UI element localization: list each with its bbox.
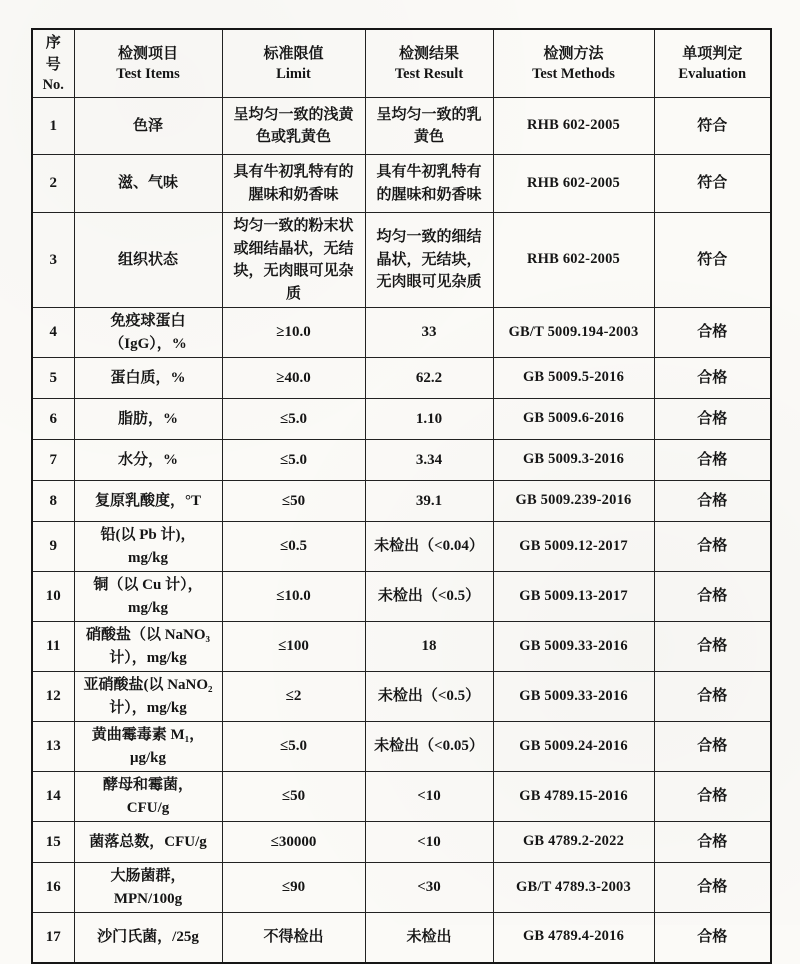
cell-limit: ≤5.0 [222, 399, 365, 440]
cell-limit: ≤2 [222, 672, 365, 722]
cell-limit: ≤90 [222, 863, 365, 913]
cell-result: 39.1 [365, 481, 493, 522]
cell-item: 免疫球蛋白（IgG），% [74, 308, 222, 358]
cell-item: 铜（以 Cu 计），mg/kg [74, 572, 222, 622]
cell-method: GB 4789.15-2016 [493, 772, 654, 822]
cell-no: 10 [32, 572, 74, 622]
cell-evaluation: 符合 [654, 98, 771, 155]
cell-limit: ≤30000 [222, 822, 365, 863]
cell-method: GB 5009.33-2016 [493, 622, 654, 672]
cell-result: 未检出（<0.05） [365, 722, 493, 772]
cell-limit: ≤5.0 [222, 440, 365, 481]
cell-result: 未检出 [365, 913, 493, 963]
cell-evaluation: 合格 [654, 481, 771, 522]
column-header-method [493, 29, 654, 98]
cell-item: 色泽 [74, 98, 222, 155]
cell-evaluation: 合格 [654, 913, 771, 963]
cell-method: GB 5009.5-2016 [493, 358, 654, 399]
cell-result: 未检出（<0.04） [365, 522, 493, 572]
cell-no: 11 [32, 622, 74, 672]
cell-method: RHB 602-2005 [493, 155, 654, 213]
cell-item: 菌落总数，CFU/g [74, 822, 222, 863]
cell-result: 未检出（<0.5） [365, 672, 493, 722]
cell-limit: ≤100 [222, 622, 365, 672]
cell-item: 脂肪，% [74, 399, 222, 440]
cell-method: GB 5009.239-2016 [493, 481, 654, 522]
column-header-zh-label: 检测结果 [398, 44, 459, 62]
cell-method: GB 5009.6-2016 [493, 399, 654, 440]
cell-method: GB/T 5009.194-2003 [493, 308, 654, 358]
table-row [32, 155, 771, 213]
cell-limit: ≥40.0 [222, 358, 365, 399]
column-header-en-label: Evaluation [678, 65, 747, 82]
cell-limit: ≤10.0 [222, 572, 365, 622]
table-row [32, 822, 771, 863]
table-row [32, 481, 771, 522]
table-row [32, 772, 771, 822]
cell-no: 5 [32, 358, 74, 399]
column-header-item [74, 29, 222, 98]
cell-item: 大肠菌群，MPN/100g [74, 863, 222, 913]
cell-result: 呈均匀一致的乳黄色 [365, 98, 493, 155]
cell-no: 2 [32, 155, 74, 213]
cell-method: GB 5009.24-2016 [493, 722, 654, 772]
table-row [32, 572, 771, 622]
cell-result: 未检出（<0.5） [365, 572, 493, 622]
cell-result: 18 [365, 622, 493, 672]
cell-item: 亚硝酸盐(以 NaNO₂ 计），mg/kg [74, 672, 222, 722]
table-row [32, 863, 771, 913]
cell-limit: 均匀一致的粉末状或细结晶状，无结块，无肉眼可见杂质 [222, 213, 365, 308]
cell-result: 3.34 [365, 440, 493, 481]
table-row [32, 440, 771, 481]
cell-no: 15 [32, 822, 74, 863]
cell-method: GB/T 4789.3-2003 [493, 863, 654, 913]
column-header-zh-label: 序号 [45, 34, 61, 73]
column-header-en-label: No. [42, 76, 64, 93]
cell-limit: ≤5.0 [222, 722, 365, 772]
cell-method: GB 5009.3-2016 [493, 440, 654, 481]
cell-item: 组织状态 [74, 213, 222, 308]
cell-evaluation: 合格 [654, 822, 771, 863]
column-header-zh-label: 单项判定 [682, 44, 743, 62]
cell-result: <30 [365, 863, 493, 913]
column-header-limit [222, 29, 365, 98]
cell-result: 均匀一致的细结晶状，无结块，无肉眼可见杂质 [365, 213, 493, 308]
cell-evaluation: 合格 [654, 772, 771, 822]
table-row [32, 358, 771, 399]
cell-no: 3 [32, 213, 74, 308]
cell-evaluation: 合格 [654, 622, 771, 672]
column-header-en-label: Limit [276, 65, 311, 82]
cell-no: 4 [32, 308, 74, 358]
cell-item: 沙门氏菌，/25g [74, 913, 222, 963]
cell-limit: ≤50 [222, 772, 365, 822]
table-row [32, 98, 771, 155]
cell-no: 16 [32, 863, 74, 913]
cell-limit: 具有牛初乳特有的腥味和奶香味 [222, 155, 365, 213]
column-header-evaluation [654, 29, 771, 98]
column-header-no [32, 29, 74, 98]
cell-method: GB 4789.4-2016 [493, 913, 654, 963]
cell-evaluation: 合格 [654, 358, 771, 399]
cell-method: RHB 602-2005 [493, 213, 654, 308]
cell-evaluation: 符合 [654, 155, 771, 213]
cell-result: 1.10 [365, 399, 493, 440]
cell-no: 9 [32, 522, 74, 572]
cell-result: <10 [365, 822, 493, 863]
table-row [32, 522, 771, 572]
column-header-result [365, 29, 493, 98]
cell-item: 蛋白质，% [74, 358, 222, 399]
cell-method: GB 5009.12-2017 [493, 522, 654, 572]
cell-method: GB 5009.33-2016 [493, 672, 654, 722]
cell-limit: 不得检出 [222, 913, 365, 963]
test-results-table [31, 28, 772, 964]
cell-no: 13 [32, 722, 74, 772]
cell-item: 滋、气味 [74, 155, 222, 213]
cell-result: 62.2 [365, 358, 493, 399]
cell-result: <10 [365, 772, 493, 822]
cell-result: 33 [365, 308, 493, 358]
cell-evaluation: 符合 [654, 213, 771, 308]
cell-evaluation: 合格 [654, 308, 771, 358]
cell-limit: ≥10.0 [222, 308, 365, 358]
column-header-en-label: Test Result [394, 65, 464, 82]
cell-no: 14 [32, 772, 74, 822]
cell-evaluation: 合格 [654, 440, 771, 481]
cell-evaluation: 合格 [654, 672, 771, 722]
table-row [32, 399, 771, 440]
cell-method: GB 5009.13-2017 [493, 572, 654, 622]
header-row [32, 29, 771, 98]
cell-no: 17 [32, 913, 74, 963]
cell-method: RHB 602-2005 [493, 98, 654, 155]
cell-item: 硝酸盐（以 NaNO₃ 计），mg/kg [74, 622, 222, 672]
cell-no: 12 [32, 672, 74, 722]
cell-item: 酵母和霉菌，CFU/g [74, 772, 222, 822]
column-header-zh-label: 检测项目 [117, 44, 178, 62]
table-row [32, 308, 771, 358]
column-header-zh-label: 检测方法 [543, 44, 604, 62]
cell-method: GB 4789.2-2022 [493, 822, 654, 863]
cell-limit: ≤50 [222, 481, 365, 522]
column-header-en-label: Test Items [116, 65, 180, 82]
cell-evaluation: 合格 [654, 522, 771, 572]
column-header-zh-label: 标准限值 [263, 44, 324, 62]
cell-limit: 呈均匀一致的浅黄色或乳黄色 [222, 98, 365, 155]
cell-evaluation: 合格 [654, 863, 771, 913]
cell-limit: ≤0.5 [222, 522, 365, 572]
cell-item: 铅(以 Pb 计)，mg/kg [74, 522, 222, 572]
column-header-en-label: Test Methods [532, 65, 615, 82]
cell-no: 6 [32, 399, 74, 440]
cell-item: 复原乳酸度，°T [74, 481, 222, 522]
table-row [32, 213, 771, 308]
table-row [32, 672, 771, 722]
cell-evaluation: 合格 [654, 399, 771, 440]
cell-no: 8 [32, 481, 74, 522]
cell-result: 具有牛初乳特有的腥味和奶香味 [365, 155, 493, 213]
cell-evaluation: 合格 [654, 722, 771, 772]
table-row [32, 722, 771, 772]
table-row [32, 913, 771, 963]
cell-item: 水分，% [74, 440, 222, 481]
cell-evaluation: 合格 [654, 572, 771, 622]
table-row [32, 622, 771, 672]
cell-no: 7 [32, 440, 74, 481]
cell-no: 1 [32, 98, 74, 155]
cell-item: 黄曲霉毒素 M₁，μg/kg [74, 722, 222, 772]
